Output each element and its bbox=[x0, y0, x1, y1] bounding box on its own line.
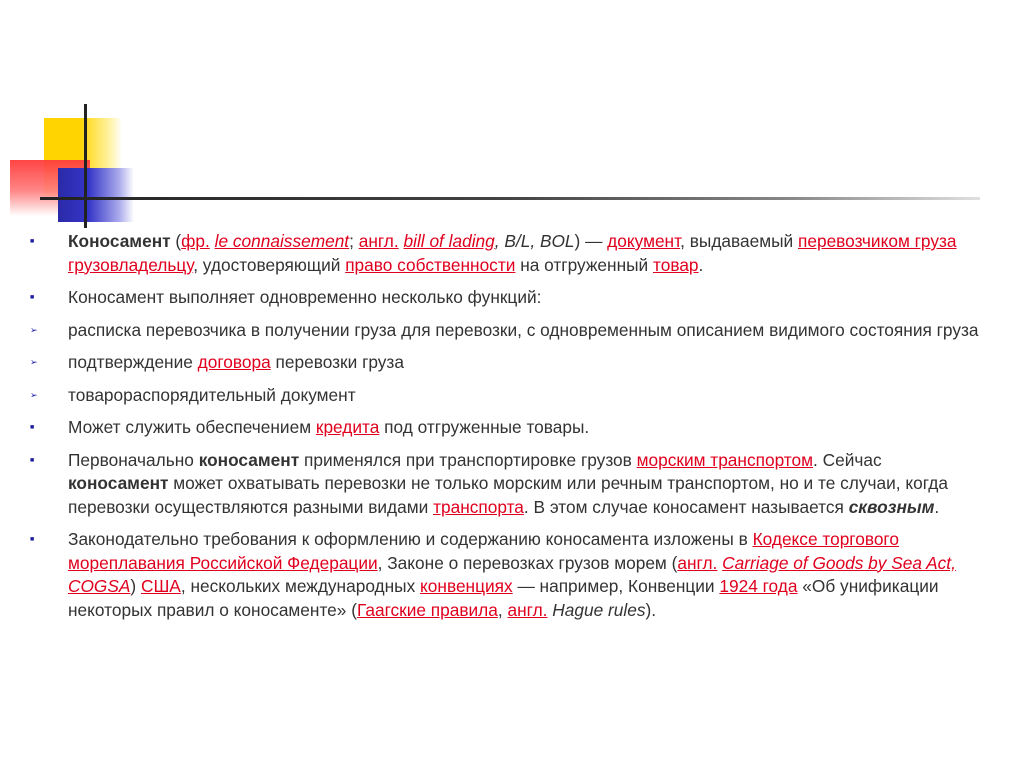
text-segment: перевозки груза bbox=[270, 352, 404, 372]
hyperlink[interactable]: Гаагские правила bbox=[356, 599, 498, 620]
list-item bbox=[26, 416, 986, 440]
hyperlink[interactable]: транспорта bbox=[433, 496, 524, 517]
list-item bbox=[26, 384, 986, 408]
hyperlink[interactable]: конвенциях bbox=[420, 576, 513, 596]
text-segment: . bbox=[934, 496, 940, 517]
text-segment: «Об унификации некоторых правил о коносаменте» ( bbox=[68, 576, 939, 620]
list-item bbox=[26, 319, 986, 343]
hyperlink[interactable]: англ. bbox=[358, 231, 399, 251]
list-item bbox=[26, 528, 986, 622]
text-segment: Первоначально bbox=[68, 449, 199, 470]
text-segment: , нескольких международных bbox=[180, 576, 421, 596]
decor-blue-square bbox=[58, 168, 134, 222]
list-item bbox=[26, 449, 986, 520]
text-segment: ( bbox=[170, 231, 182, 251]
hyperlink[interactable]: морским транспортом bbox=[636, 449, 814, 470]
list-item bbox=[26, 230, 986, 277]
text-segment: — например, Конвенции bbox=[512, 576, 720, 596]
decor-vertical-line bbox=[84, 104, 87, 228]
hyperlink[interactable]: товар bbox=[653, 254, 699, 275]
text-segment: может охватывать перевозки не только морским или речным транспортом, но и те случаи, когда перевозки осуществляются разными видами bbox=[68, 473, 948, 517]
hyperlink[interactable]: Carriage of Goods by Sea Act, COGSA bbox=[68, 552, 956, 596]
text-segment: на отгруженный bbox=[515, 254, 653, 275]
text-segment: Коносамент выполняет одновременно несколько функций: bbox=[68, 287, 542, 307]
text-segment: Hague rules bbox=[552, 599, 646, 620]
title-divider-line bbox=[40, 197, 980, 200]
text-segment: расписка перевозчика в получении груза для перевозки, с одновременным описанием видимого состояния груза bbox=[68, 319, 979, 340]
text-segment: . В этом случае коносамент называется bbox=[523, 496, 849, 517]
hyperlink[interactable]: англ. bbox=[507, 599, 548, 620]
hyperlink[interactable]: Кодексе торгового мореплавания Российской Федерации bbox=[68, 529, 899, 573]
text-segment: ) bbox=[130, 576, 141, 596]
arrow-bullet-icon bbox=[30, 351, 46, 374]
hyperlink[interactable]: документ bbox=[607, 231, 681, 251]
text-segment: применялся при транспортировке грузов bbox=[299, 449, 637, 470]
hyperlink[interactable]: le connaissement bbox=[214, 231, 350, 251]
square-bullet-icon bbox=[30, 449, 46, 472]
text-segment: . Сейчас bbox=[813, 449, 882, 470]
square-bullet-icon bbox=[30, 528, 46, 551]
hyperlink[interactable]: перевозчиком груза bbox=[797, 231, 957, 251]
text-segment: коносамент bbox=[68, 473, 169, 493]
square-bullet-icon bbox=[30, 286, 46, 309]
square-bullet-icon bbox=[30, 230, 46, 253]
text-segment: , B/L, BOL bbox=[494, 231, 575, 251]
list-item bbox=[26, 286, 986, 310]
text-segment: подтверждение bbox=[68, 352, 198, 372]
hyperlink[interactable]: англ. bbox=[677, 552, 718, 573]
hyperlink[interactable]: грузовладельцу bbox=[68, 254, 194, 275]
hyperlink[interactable]: 1924 года bbox=[719, 576, 798, 596]
text-segment: коносамент bbox=[198, 449, 300, 470]
hyperlink[interactable]: США bbox=[140, 576, 181, 596]
arrow-bullet-icon bbox=[30, 319, 46, 342]
text-segment: ; bbox=[349, 231, 359, 251]
text-segment: Законодательно требования к оформлению и содержанию коносамента изложены в bbox=[68, 529, 753, 549]
slide-content bbox=[26, 230, 986, 631]
text-segment: , удостоверяющий bbox=[193, 254, 346, 275]
hyperlink[interactable]: право собственности bbox=[345, 254, 516, 275]
text-segment: сквозным bbox=[848, 496, 935, 517]
text-segment: ). bbox=[645, 599, 657, 620]
text-segment: , Законе о перевозках грузов морем ( bbox=[377, 552, 678, 573]
hyperlink[interactable]: bill of lading bbox=[403, 231, 495, 251]
hyperlink[interactable]: кредита bbox=[315, 417, 380, 437]
text-segment: ) — bbox=[574, 231, 608, 251]
text-segment: . bbox=[698, 254, 704, 275]
list-item bbox=[26, 351, 986, 375]
text-segment: , bbox=[497, 599, 508, 620]
text-segment: под отгруженные товары. bbox=[379, 417, 590, 437]
text-segment: , выдаваемый bbox=[680, 231, 798, 251]
arrow-bullet-icon bbox=[30, 384, 46, 407]
text-segment: товарораспорядительный документ bbox=[68, 384, 356, 405]
text-segment: Коносамент bbox=[68, 231, 171, 251]
square-bullet-icon bbox=[30, 416, 46, 439]
hyperlink[interactable]: фр. bbox=[181, 231, 210, 251]
text-segment: Может служить обеспечением bbox=[68, 417, 316, 437]
hyperlink[interactable]: договора bbox=[197, 352, 271, 372]
